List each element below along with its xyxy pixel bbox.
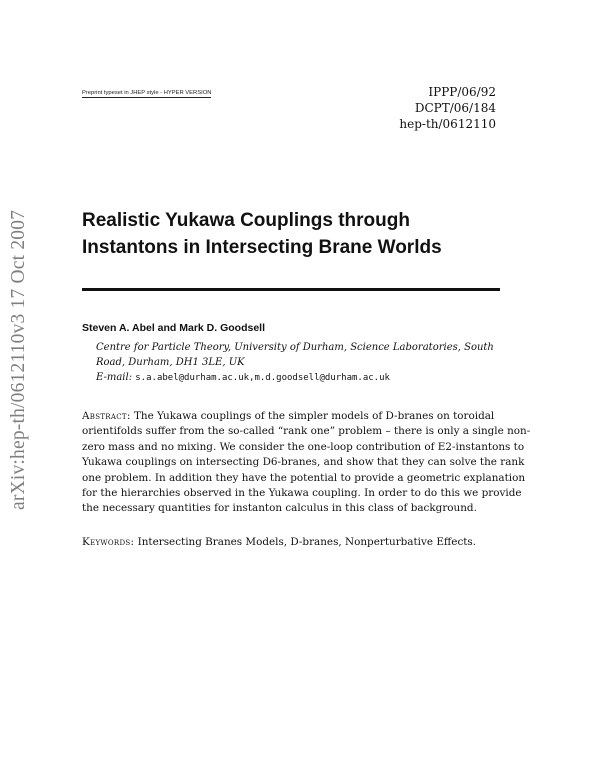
arxiv-identifier-stamp: arXiv:hep-th/0612110v3 17 Oct 2007 xyxy=(8,209,29,510)
keywords-text: Intersecting Branes Models, D-branes, Nonperturbative Effects. xyxy=(137,536,477,548)
title-line: Realistic Yukawa Couplings through xyxy=(82,210,410,231)
affiliation-line: Centre for Particle Theory, University of Durham, Science Laboratories, South xyxy=(96,342,494,353)
title-rule xyxy=(82,288,500,291)
identifier-hep-th: hep-th/0612110 xyxy=(399,117,496,131)
abstract-line: Yukawa couplings on intersecting D6-branes, and show that they can solve the rank xyxy=(82,456,525,469)
keywords xyxy=(82,536,476,548)
authors: Steven A. Abel and Mark D. Goodsell xyxy=(82,322,266,334)
abstract-line: one problem. In addition they have the potential to provide a geometric explanation xyxy=(82,471,526,484)
report-identifiers xyxy=(399,84,496,132)
paper-title xyxy=(82,207,502,261)
keywords-label: Keywords: xyxy=(82,536,135,548)
abstract-line xyxy=(82,409,502,424)
email-line xyxy=(96,370,506,386)
abstract-label: Abstract: xyxy=(82,410,131,422)
abstract-line: zero mass and no mixing. We consider the one-loop contribution of E2-instantons to xyxy=(82,440,525,453)
email-label: E-mail: xyxy=(96,372,133,383)
identifier-dcpt: DCPT/06/184 xyxy=(414,101,496,115)
abstract-line: for the hierarchies observed in the Yukawa coupling. In order to do this we provide xyxy=(82,487,522,500)
abstract-line: orientifolds suffer from the so-called “rank one” problem – there is only a single non- xyxy=(82,425,531,438)
abstract-line-text: The Yukawa couplings of the simpler models of D-branes on toroidal xyxy=(133,410,495,422)
abstract xyxy=(82,409,531,517)
affiliation xyxy=(96,340,506,386)
affiliation-line: Road, Durham, DH1 3LE, UK xyxy=(96,357,245,368)
abstract-line: the necessary quantities for instanton calculus in this class of background. xyxy=(82,502,477,515)
email-addresses[interactable]: s.a.abel@durham.ac.uk,m.d.goodsell@durham.ac.uk xyxy=(135,373,390,383)
identifier-ippp: IPPP/06/92 xyxy=(428,85,496,99)
title-line: Instantons in Intersecting Brane Worlds xyxy=(82,237,442,258)
preprint-note: Preprint typeset in JHEP style - HYPER VERSION xyxy=(82,90,212,96)
